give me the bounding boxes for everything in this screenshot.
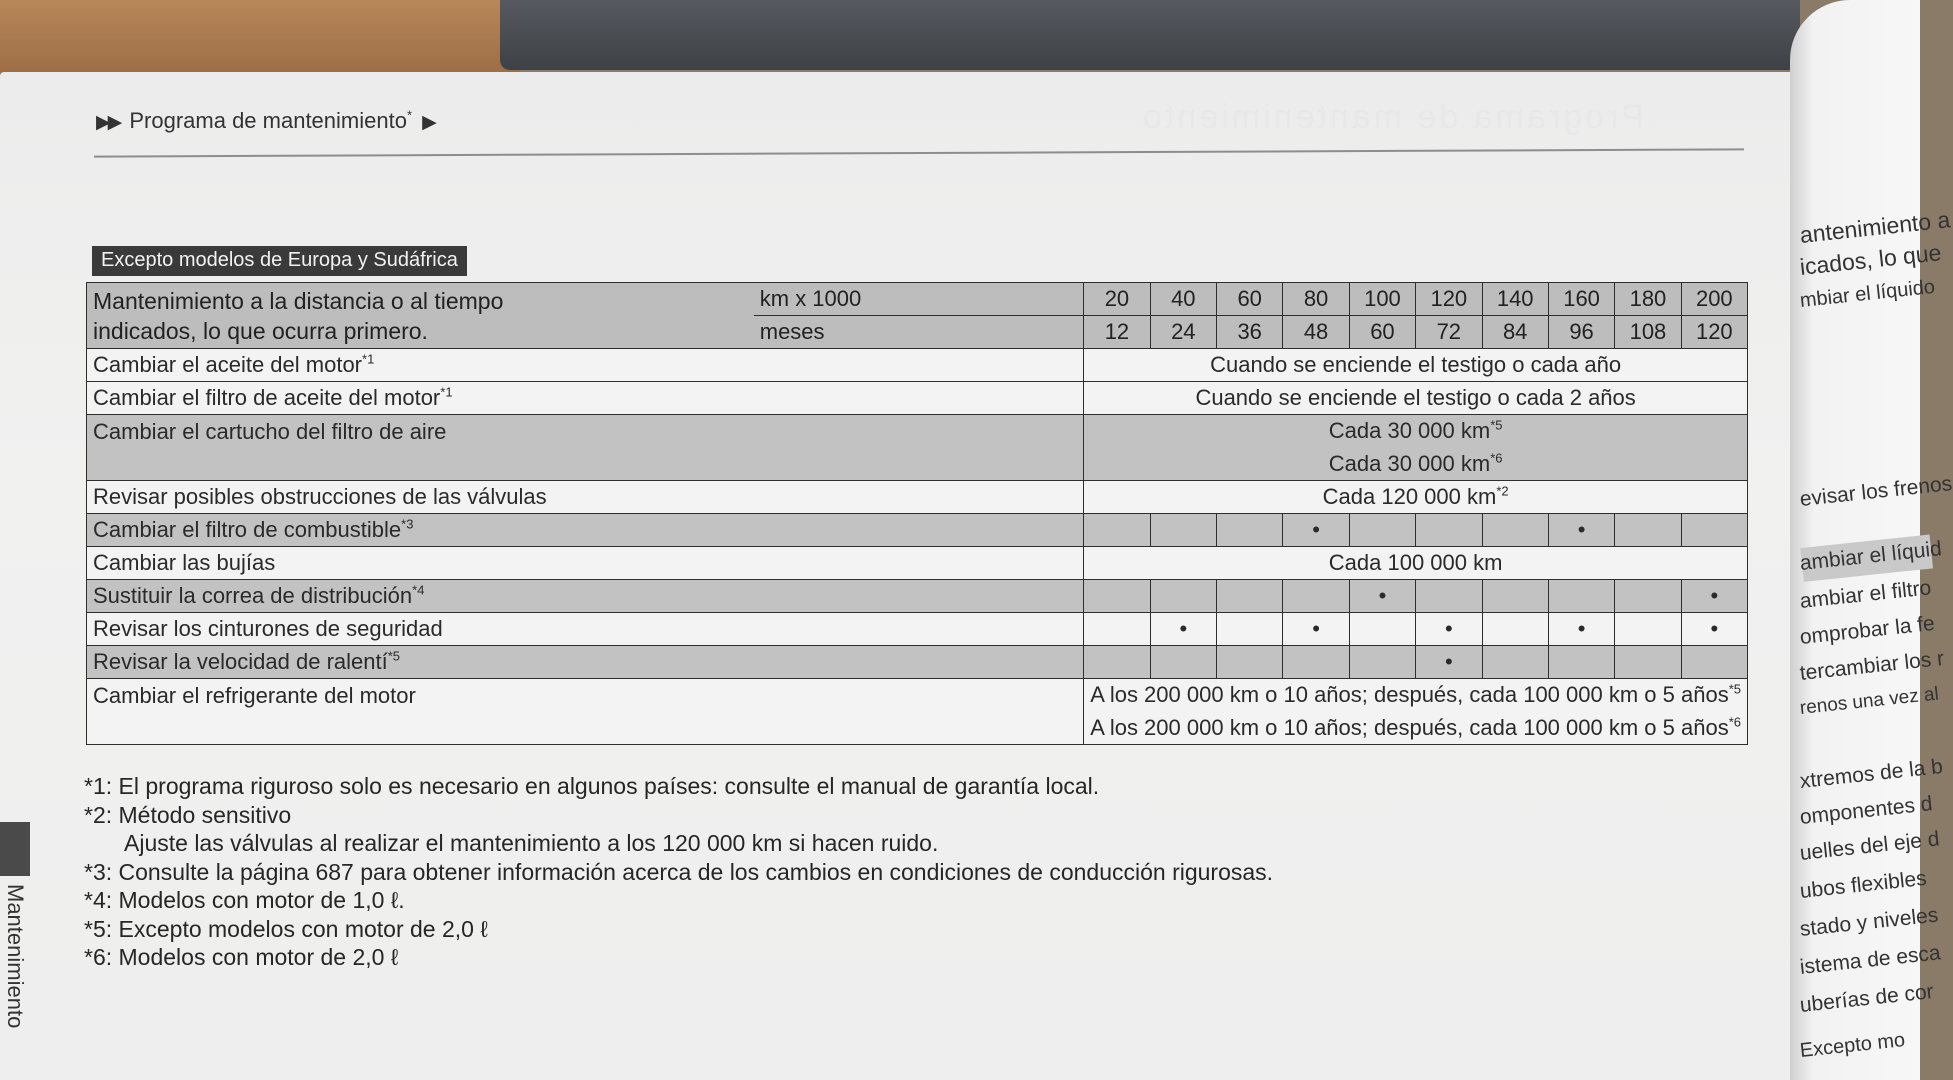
breadcrumb-arrow-icon: ▶ — [422, 112, 437, 133]
table-row — [87, 646, 1748, 679]
breadcrumb-label: Programa de mantenimiento — [129, 108, 407, 133]
side-page-text: omprobar la fe — [1798, 611, 1936, 649]
table-row — [87, 580, 1748, 613]
schedule-cell — [1681, 646, 1747, 679]
task-cell — [87, 613, 1084, 646]
schedule-cell — [1416, 580, 1482, 613]
schedule-cell — [1615, 613, 1681, 646]
interval-note: Cuando se enciende el testigo o cada año — [1084, 349, 1748, 382]
schedule-cell: • — [1283, 613, 1349, 646]
maintenance-table — [86, 282, 1748, 745]
schedule-cell — [1548, 646, 1614, 679]
footnote: *3: Consulte la página 687 para obtener información acerca de los cambios en condiciones de conducción rigurosas. — [84, 858, 1274, 885]
schedule-cell — [1482, 646, 1548, 679]
table-row — [87, 415, 1748, 448]
task-label: Cambiar el cartucho del filtro de aire — [93, 419, 447, 444]
side-page-text: xtremos de la b — [1798, 755, 1944, 793]
km-cell: 100 — [1349, 283, 1415, 316]
side-page-text: renos una vez al — [1798, 683, 1940, 719]
task-label: Revisar posibles obstrucciones de las válvulas — [93, 484, 547, 509]
schedule-cell: • — [1150, 613, 1216, 646]
task-cell — [87, 679, 1084, 745]
months-cell: 12 — [1084, 316, 1150, 349]
months-cell: 36 — [1217, 316, 1283, 349]
schedule-cell — [1217, 580, 1283, 613]
months-cell: 48 — [1283, 316, 1349, 349]
footnote: *6: Modelos con motor de 2,0 ℓ — [84, 944, 399, 970]
side-page-text: evisar los frenos — [1798, 472, 1953, 511]
km-unit-label: km x 1000 — [754, 283, 1084, 316]
task-sup: *1 — [440, 384, 453, 400]
schedule-cell: • — [1548, 613, 1614, 646]
schedule-cell — [1548, 580, 1614, 613]
footnote: *2: Método sensitivo — [84, 801, 292, 828]
interval-sup: *6 — [1728, 714, 1741, 730]
schedule-cell — [1150, 514, 1216, 547]
schedule-cell — [1482, 514, 1548, 547]
schedule-cell — [1349, 646, 1415, 679]
interval-note-text: Cada 120 000 km — [1322, 484, 1497, 509]
schedule-cell — [1084, 613, 1150, 646]
interval-note — [1084, 415, 1748, 448]
interval-note — [1084, 679, 1748, 712]
interval-note-text: Cada 30 000 km — [1328, 418, 1491, 444]
schedule-cell: • — [1416, 613, 1482, 646]
months-cell: 84 — [1482, 316, 1548, 349]
header-label-line1: Mantenimiento a la distancia o al tiempo — [93, 287, 504, 314]
interval-note: Cada 100 000 km — [1084, 547, 1748, 580]
chapter-tab-label: Mantenimiento — [3, 884, 28, 1029]
task-cell — [87, 481, 1084, 514]
side-page-text: tercambiar los r — [1798, 646, 1946, 685]
schedule-cell — [1217, 613, 1283, 646]
side-page-text: ubos flexibles — [1798, 866, 1928, 903]
schedule-cell — [1084, 580, 1150, 613]
km-cell: 200 — [1681, 283, 1747, 316]
side-page-text: mbiar el líquido — [1798, 275, 1936, 312]
interval-note-text: A los 200 000 km o 10 años; después, cada 100 000 km o 5 años — [1090, 682, 1729, 708]
interval-note-text: Cada 30 000 km — [1328, 450, 1491, 476]
footnote: *4: Modelos con motor de 1,0 ℓ. — [84, 887, 405, 913]
adjacent-page — [1790, 0, 1953, 1080]
task-cell — [87, 646, 1084, 679]
section-label: Excepto modelos de Europa y Sudáfrica — [92, 246, 467, 276]
schedule-cell: • — [1349, 580, 1415, 613]
task-cell — [87, 382, 1084, 415]
side-page-text: istema de esca — [1798, 941, 1942, 979]
task-sup: *5 — [387, 648, 401, 664]
task-label: Cambiar el aceite del motor — [93, 352, 363, 377]
side-page-text: ambiar el filtro — [1798, 576, 1933, 613]
schedule-cell — [1482, 613, 1548, 646]
km-cell: 60 — [1217, 283, 1283, 316]
table-header-km-row — [87, 283, 1748, 316]
task-label: Cambiar el filtro de combustible — [93, 517, 402, 542]
km-cell: 40 — [1150, 283, 1216, 316]
interval-sup: *5 — [1728, 681, 1741, 697]
schedule-cell — [1217, 646, 1283, 679]
task-label: Revisar los cinturones de seguridad — [93, 616, 443, 641]
table-row — [87, 547, 1748, 580]
km-cell: 140 — [1482, 283, 1548, 316]
interval-note — [1084, 481, 1748, 514]
task-sup: *3 — [401, 516, 414, 532]
mirrored-title: Programa de mantenimiento — [1140, 98, 1645, 136]
schedule-cell — [1217, 514, 1283, 547]
task-label: Sustituir la correa de distribución — [93, 583, 413, 608]
side-page-text: ambiar el líquid — [1798, 537, 1943, 575]
side-page-text: uelles del eje d — [1798, 827, 1941, 865]
schedule-cell: • — [1416, 646, 1482, 679]
table-row — [87, 349, 1748, 382]
schedule-cell: • — [1548, 514, 1614, 547]
desk-background — [0, 0, 520, 80]
breadcrumb-sup: * — [406, 107, 413, 123]
task-cell — [87, 580, 1084, 613]
months-cell: 108 — [1615, 316, 1681, 349]
schedule-cell — [1349, 613, 1415, 646]
footnote-detail: Ajuste las válvulas al realizar el mantenimiento a los 120 000 km si hacen ruido. — [124, 830, 939, 856]
schedule-cell: • — [1283, 514, 1349, 547]
months-cell: 72 — [1416, 316, 1482, 349]
months-cell: 24 — [1150, 316, 1216, 349]
task-label: Revisar la velocidad de ralentí — [93, 649, 388, 674]
header-label-line2: indicados, lo que ocurra primero. — [93, 317, 428, 344]
table-row — [87, 679, 1748, 712]
interval-note — [1084, 448, 1748, 481]
schedule-cell — [1615, 514, 1681, 547]
schedule-cell — [1150, 646, 1216, 679]
side-page-text: stado y niveles — [1798, 903, 1940, 941]
side-page-text: icados, lo que — [1798, 239, 1943, 280]
schedule-cell — [1150, 580, 1216, 613]
task-cell — [87, 547, 1084, 580]
km-cell: 180 — [1615, 283, 1681, 316]
breadcrumb-arrows-icon: ▶▶ — [96, 112, 120, 133]
table-row — [87, 382, 1748, 415]
schedule-cell — [1349, 514, 1415, 547]
schedule-cell — [1283, 580, 1349, 613]
schedule-cell — [1283, 646, 1349, 679]
task-sup: *1 — [362, 351, 375, 367]
months-cell: 60 — [1349, 316, 1415, 349]
footnotes — [84, 772, 1273, 972]
footnote: *5: Excepto modelos con motor de 2,0 ℓ — [84, 915, 488, 942]
km-cell: 80 — [1283, 283, 1349, 316]
schedule-cell: • — [1681, 580, 1747, 613]
side-page-text: antenimiento a — [1798, 206, 1952, 248]
schedule-cell — [1482, 580, 1548, 613]
breadcrumb — [96, 108, 437, 134]
interval-sup: *2 — [1496, 483, 1509, 499]
months-cell: 120 — [1681, 316, 1747, 349]
schedule-cell — [1615, 580, 1681, 613]
schedule-cell — [1084, 646, 1150, 679]
table-row — [87, 481, 1748, 514]
task-label: Cambiar el refrigerante del motor — [93, 683, 416, 708]
table-row — [87, 514, 1748, 547]
task-cell — [87, 349, 1084, 382]
interval-sup: *6 — [1490, 450, 1503, 466]
months-unit-label: meses — [754, 316, 1084, 349]
task-cell — [87, 415, 1084, 481]
schedule-cell — [1084, 514, 1150, 547]
task-label: Cambiar el filtro de aceite del motor — [93, 385, 441, 410]
interval-note: Cuando se enciende el testigo o cada 2 años — [1084, 382, 1748, 415]
table-row — [87, 613, 1748, 646]
interval-note-text: A los 200 000 km o 10 años; después, cada 100 000 km o 5 años — [1090, 714, 1729, 740]
footnote: *1: El programa riguroso solo es necesario en algunos países: consulte el manual de garantía local. — [84, 773, 1100, 799]
interval-note — [1084, 712, 1748, 745]
device-background — [500, 0, 1800, 70]
schedule-cell — [1681, 514, 1747, 547]
side-page-text: uberías de cor — [1798, 980, 1935, 1017]
chapter-tab-marker — [0, 822, 30, 876]
task-sup: *4 — [412, 582, 425, 598]
interval-sup: *5 — [1490, 417, 1503, 433]
km-cell: 120 — [1416, 283, 1482, 316]
side-page-text: omponentes d — [1798, 792, 1934, 829]
table-header-label — [87, 283, 754, 349]
task-cell — [87, 514, 1084, 547]
km-cell: 160 — [1548, 283, 1614, 316]
schedule-cell: • — [1681, 613, 1747, 646]
schedule-cell — [1615, 646, 1681, 679]
schedule-cell — [1416, 514, 1482, 547]
months-cell: 96 — [1548, 316, 1614, 349]
task-label: Cambiar las bujías — [93, 550, 276, 575]
km-cell: 20 — [1084, 283, 1150, 316]
side-page-text: Excepto mo — [1798, 1029, 1907, 1062]
